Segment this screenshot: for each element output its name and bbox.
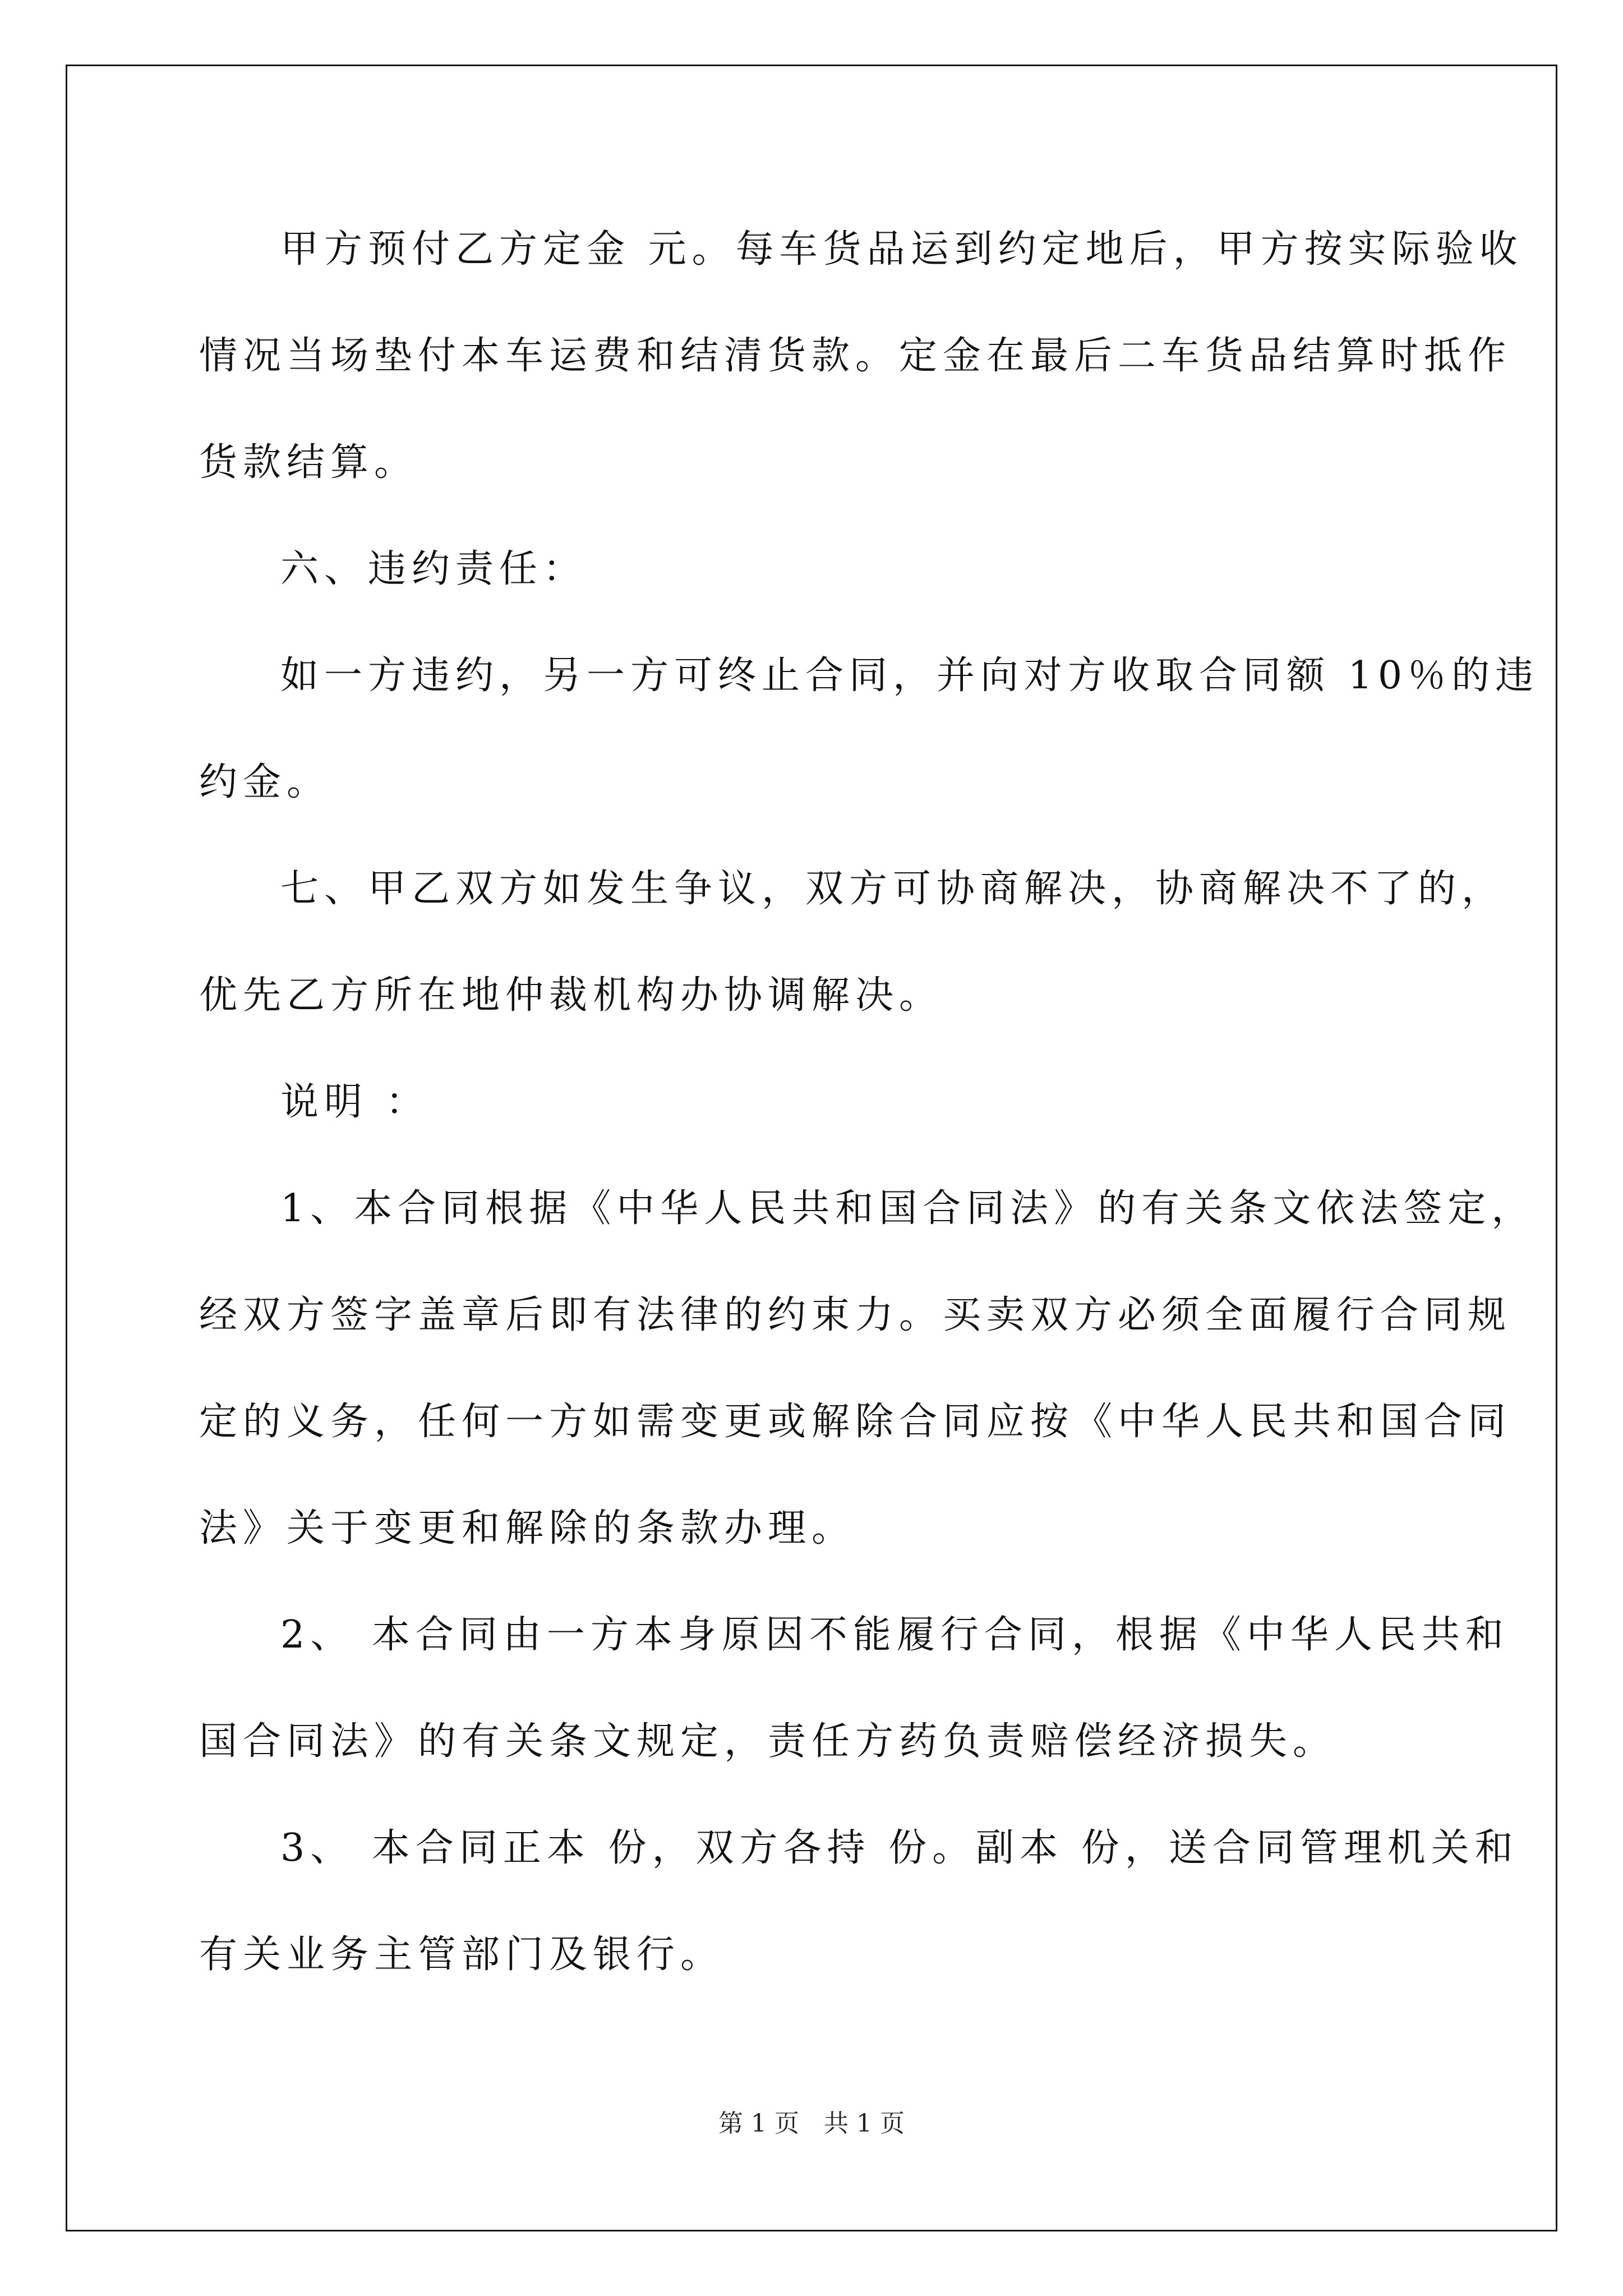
paragraph-line: 定的义务，任何一方如需变更或解除合同应按《中华人民共和国合同 xyxy=(199,1400,1512,1444)
section-heading: 六、违约责任： xyxy=(280,547,587,591)
page-number: 第 1 页 共 1 页 xyxy=(718,2109,905,2138)
paragraph-line: 1、本合同根据《中华人民共和国合同法》的有关条文依法签定， xyxy=(280,1186,1536,1231)
paragraph-line: 2、 本合同由一方本身原因不能履行合同，根据《中华人民共和 xyxy=(280,1613,1509,1657)
paragraph-line: 甲方预付乙方定金 元。每车货品运到约定地后，甲方按实际验收 xyxy=(280,227,1523,272)
paragraph-line: 七、甲乙双方如发生争议，双方可协商解决，协商解决不了的， xyxy=(280,867,1506,911)
paragraph-line: 国合同法》的有关条文规定，责任方药负责赔偿经济损失。 xyxy=(199,1719,1337,1764)
paragraph-line: 如一方违约，另一方可终止合同，并向对方收取合同额 10％的违 xyxy=(280,654,1539,698)
paragraph-line: 3、 本合同正本 份，双方各持 份。副本 份，送合同管理机关和 xyxy=(280,1826,1519,1870)
paragraph-line: 法》关于变更和解除的条款办理。 xyxy=(199,1506,856,1550)
paragraph-line: 货款结算。 xyxy=(199,440,418,485)
paragraph-line: 约金。 xyxy=(199,760,331,804)
paragraph-line: 有关业务主管部门及银行。 xyxy=(199,1932,725,1977)
paragraph-line: 优先乙方所在地仲裁机构办协调解决。 xyxy=(199,973,943,1018)
paragraph-line: 经双方签字盖章后即有法律的约束力。买卖双方必须全面履行合同规 xyxy=(199,1293,1512,1337)
page-border xyxy=(66,65,1557,2231)
section-heading: 说明 ： xyxy=(280,1080,430,1124)
paragraph-line: 情况当场垫付本车运费和结清货款。定金在最后二车货品结算时抵作 xyxy=(199,334,1512,378)
